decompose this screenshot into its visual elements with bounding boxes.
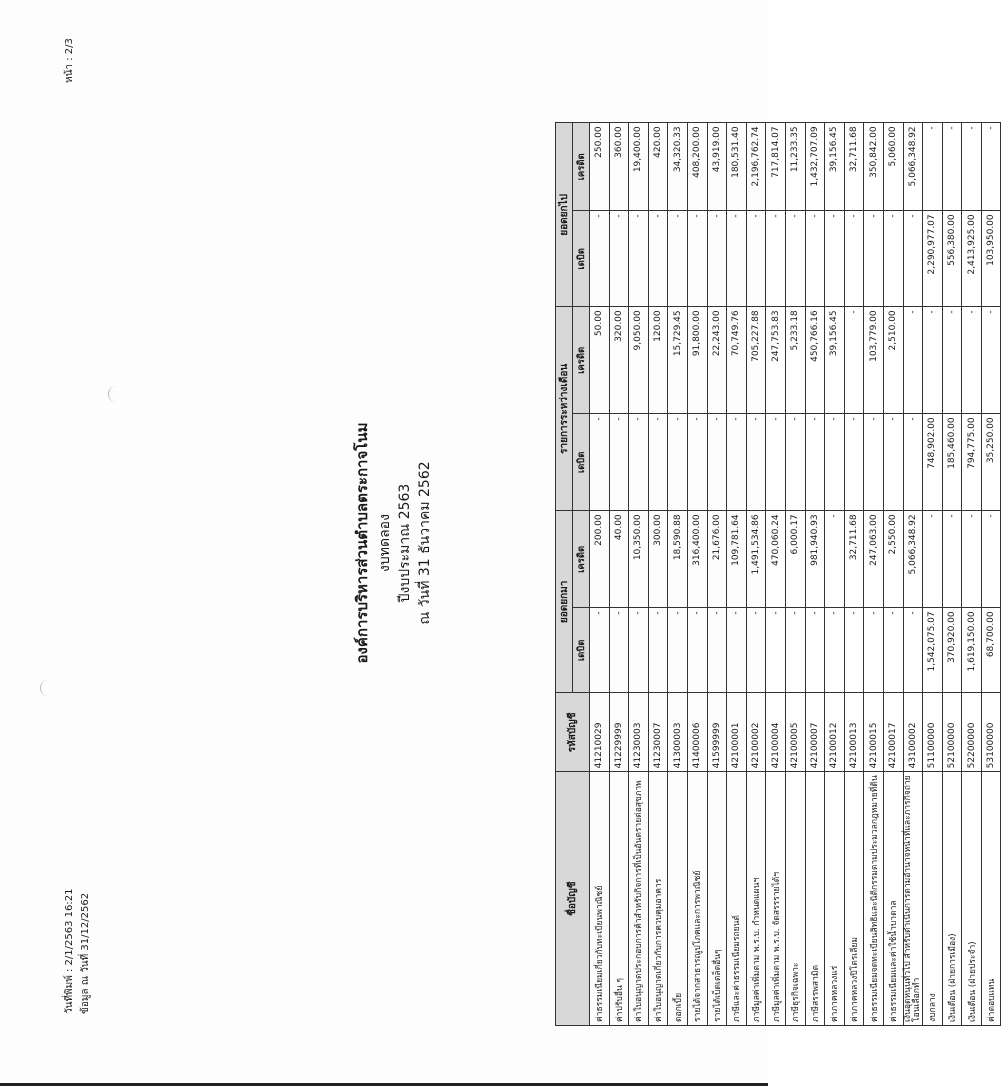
table-row [648, 123, 668, 1026]
opening-credit: - [923, 511, 943, 608]
closing-debit: - [805, 211, 825, 307]
during-credit: - [844, 307, 864, 414]
opening-debit: - [668, 608, 688, 693]
fiscal-year: ปีงบประมาณ 2563 [397, 483, 413, 603]
during-debit: 35,250.00 [981, 414, 1001, 511]
account-code: 42100012 [825, 693, 845, 772]
during-credit: 91,800.00 [687, 307, 707, 414]
during-debit: - [687, 414, 707, 511]
account-name: ค่าปรับอื่น ๆ [609, 772, 629, 1026]
account-code: 42100007 [805, 693, 825, 772]
opening-debit: - [903, 608, 923, 693]
during-debit: - [609, 414, 629, 511]
closing-debit: - [590, 211, 610, 307]
closing-credit: 32,711.68 [844, 123, 864, 211]
during-debit: - [648, 414, 668, 511]
opening-credit: 316,400.00 [687, 511, 707, 608]
table-row [766, 123, 786, 1026]
org-title: องค์การบริหารส่วนตำบลตระกาจโนม [353, 422, 371, 664]
opening-debit: 1,619,150.00 [962, 608, 982, 693]
account-name: รายได้เบ็ดเตล็ดอื่นๆ [707, 772, 727, 1026]
closing-credit: 19,400.00 [629, 123, 649, 211]
account-name: ค่าธรรมเนียมและค่าใช้น้ำบาดาล [883, 772, 903, 1026]
opening-debit: - [785, 608, 805, 693]
account-name: ค่าภาคหลวงปิโตรเลียม [844, 772, 864, 1026]
col-header-debit: เดบิต [573, 211, 590, 307]
during-credit: 320.00 [609, 307, 629, 414]
closing-debit: - [844, 211, 864, 307]
during-credit: 705,227.88 [746, 307, 766, 414]
opening-debit: - [883, 608, 903, 693]
during-credit: - [942, 307, 962, 414]
col-header-credit: เครดิต [573, 307, 590, 414]
table-row [864, 123, 884, 1026]
closing-debit: 2,290,977.07 [923, 211, 943, 307]
table-row [844, 123, 864, 1026]
table-row [981, 123, 1001, 1026]
opening-debit: - [687, 608, 707, 693]
account-name: ภาษีมูลค่าเพิ่มตาม พ.ร.บ. กำหนดแผนฯ [746, 772, 766, 1026]
table-row [668, 123, 688, 1026]
closing-debit: - [629, 211, 649, 307]
during-credit: 247,753.83 [766, 307, 786, 414]
during-debit: 185,460.00 [942, 414, 962, 511]
during-debit: - [590, 414, 610, 511]
opening-debit: 1,542,075.07 [923, 608, 943, 693]
closing-debit: - [766, 211, 786, 307]
during-credit: 15,729.45 [668, 307, 688, 414]
closing-credit: 11,233.35 [785, 123, 805, 211]
opening-debit: - [825, 608, 845, 693]
table-row [883, 123, 903, 1026]
opening-debit: - [590, 608, 610, 693]
table-row [785, 123, 805, 1026]
closing-credit: 34,320.33 [668, 123, 688, 211]
account-code: 41400006 [687, 693, 707, 772]
during-credit: 103,779.00 [864, 307, 884, 414]
closing-credit: 717,814.07 [766, 123, 786, 211]
account-name: ภาษีสรรพสามิต [805, 772, 825, 1026]
col-header-opening: ยอดยกมา [556, 511, 573, 693]
data-as-of: ข้อมูล ณ วันที่ 31/12/2562 [80, 892, 91, 1014]
during-credit: 70,749.76 [727, 307, 747, 414]
closing-credit: 420.00 [648, 123, 668, 211]
account-code: 53100000 [981, 693, 1001, 772]
opening-debit: - [609, 608, 629, 693]
opening-credit: 981,940.93 [805, 511, 825, 608]
opening-debit: - [629, 608, 649, 693]
opening-credit: 247,063.00 [864, 511, 884, 608]
closing-credit: 2,196,762.74 [746, 123, 766, 211]
account-name: ค่าใบอนุญาตเกี่ยวกับการควบคุมอาคาร [648, 772, 668, 1026]
table-row [923, 123, 943, 1026]
col-header-debit: เดบิต [573, 414, 590, 511]
opening-credit: - [962, 511, 982, 608]
account-name: ค่าภาคหลวงแร่ [825, 772, 845, 1026]
closing-credit: - [942, 123, 962, 211]
opening-credit: - [942, 511, 962, 608]
opening-credit: 5,066,348.92 [903, 511, 923, 608]
account-code: 41599999 [707, 693, 727, 772]
during-debit: - [668, 414, 688, 511]
table-row [629, 123, 649, 1026]
closing-debit: - [707, 211, 727, 307]
during-credit: 2,510.00 [883, 307, 903, 414]
table-row [590, 123, 610, 1026]
closing-credit: - [923, 123, 943, 211]
opening-debit: 68,700.00 [981, 608, 1001, 693]
during-credit: 450,766.16 [805, 307, 825, 414]
closing-debit: 2,413,925.00 [962, 211, 982, 307]
col-header-debit: เดบิต [573, 608, 590, 693]
opening-debit: - [766, 608, 786, 693]
account-name: ภาษีมูลค่าเพิ่มตาม พ.ร.บ. จัดสรรรายได้ฯ [766, 772, 786, 1026]
opening-credit: 21,676.00 [707, 511, 727, 608]
during-debit: - [844, 414, 864, 511]
account-code: 41229999 [609, 693, 629, 772]
during-credit: - [923, 307, 943, 414]
opening-credit: 1,491,534.86 [746, 511, 766, 608]
closing-credit: 5,060.00 [883, 123, 903, 211]
opening-debit: - [844, 608, 864, 693]
opening-debit: - [727, 608, 747, 693]
account-name: เงินเดือน (ฝ่ายการเมือง) [942, 772, 962, 1026]
col-header-during: รายการระหว่างเดือน [556, 307, 573, 511]
during-credit: 50.00 [590, 307, 610, 414]
closing-debit: - [864, 211, 884, 307]
closing-debit: - [746, 211, 766, 307]
account-name: เงินเดือน (ฝ่ายประจำ) [962, 772, 982, 1026]
table-row [825, 123, 845, 1026]
opening-credit: 200.00 [590, 511, 610, 608]
opening-credit: 2,550.00 [883, 511, 903, 608]
closing-credit: 5,066,348.92 [903, 123, 923, 211]
during-debit: - [883, 414, 903, 511]
account-code: 41210029 [590, 693, 610, 772]
account-name: งบกลาง [923, 772, 943, 1026]
during-debit: - [707, 414, 727, 511]
account-code: 42100017 [883, 693, 903, 772]
opening-credit: 10,350.00 [629, 511, 649, 608]
col-header-code: รหัสบัญชี [556, 693, 590, 772]
closing-debit: - [609, 211, 629, 307]
col-header-credit: เครดิต [573, 511, 590, 608]
closing-credit: 43,919.00 [707, 123, 727, 211]
opening-debit: - [864, 608, 884, 693]
account-code: 52100000 [942, 693, 962, 772]
account-code: 41300003 [668, 693, 688, 772]
opening-credit: - [981, 511, 1001, 608]
account-name: ค่าธรรมเนียมจดทะเบียนสิทธิและนิติกรรมตามประมวลกฎหมายที่ดิน [864, 772, 884, 1026]
account-code: 52200000 [962, 693, 982, 772]
during-credit: - [981, 307, 1001, 414]
page-number: หน้า : 2/3 [64, 38, 75, 83]
opening-debit: - [805, 608, 825, 693]
print-date: วันที่พิมพ์ : 2/1/2563 16:21 [64, 888, 75, 1014]
table-row [962, 123, 982, 1026]
table-row [805, 123, 825, 1026]
account-code: 42100013 [844, 693, 864, 772]
opening-credit: 6,000.17 [785, 511, 805, 608]
during-debit: - [766, 414, 786, 511]
account-code: 42100002 [746, 693, 766, 772]
trial-balance-table [555, 122, 1001, 1026]
opening-debit: - [746, 608, 766, 693]
account-name: ค่าธรรมเนียมเกี่ยวกับทะเบียนพาณิชย์ [590, 772, 610, 1026]
closing-debit: - [727, 211, 747, 307]
account-name: ภาษีธุรกิจเฉพาะ [785, 772, 805, 1026]
closing-credit: 250.00 [590, 123, 610, 211]
account-name: เงินอุดหนุนทั่วไป สำหรับดำเนินการตามอำนาจหน้าที่และภารกิจถ่ายโอนเลือกทำ [903, 772, 923, 1026]
col-header-closing: ยอดยกไป [556, 123, 573, 307]
account-name: รายได้จากสาธารณูปโภคและการพาณิชย์ [687, 772, 707, 1026]
opening-credit: - [825, 511, 845, 608]
during-debit: 748,902.00 [923, 414, 943, 511]
opening-credit: 18,590.88 [668, 511, 688, 608]
during-credit: 120.00 [648, 307, 668, 414]
during-credit: - [903, 307, 923, 414]
closing-credit: 1,432,707.09 [805, 123, 825, 211]
opening-credit: 470,060.24 [766, 511, 786, 608]
closing-credit: 360.00 [609, 123, 629, 211]
account-code: 42100015 [864, 693, 884, 772]
table-row [942, 123, 962, 1026]
closing-credit: 408,200.00 [687, 123, 707, 211]
account-code: 43100002 [903, 693, 923, 772]
closing-debit: - [903, 211, 923, 307]
col-header-credit: เครดิต [573, 123, 590, 211]
opening-debit: 370,920.00 [942, 608, 962, 693]
closing-credit: 39,156.45 [825, 123, 845, 211]
closing-credit: - [981, 123, 1001, 211]
account-code: 42100005 [785, 693, 805, 772]
table-row [609, 123, 629, 1026]
opening-credit: 32,711.68 [844, 511, 864, 608]
account-code: 51100000 [923, 693, 943, 772]
during-credit: - [962, 307, 982, 414]
closing-debit: 556,380.00 [942, 211, 962, 307]
during-debit: - [629, 414, 649, 511]
during-debit: - [864, 414, 884, 511]
during-debit: - [903, 414, 923, 511]
closing-credit: 180,531.40 [727, 123, 747, 211]
opening-debit: - [707, 608, 727, 693]
closing-credit: - [962, 123, 982, 211]
opening-credit: 40.00 [609, 511, 629, 608]
closing-credit: 350,842.00 [864, 123, 884, 211]
table-row [707, 123, 727, 1026]
report-title: งบทดลอง [377, 514, 393, 572]
closing-debit: - [668, 211, 688, 307]
closing-debit: - [825, 211, 845, 307]
during-credit: 22,243.00 [707, 307, 727, 414]
table-row [687, 123, 707, 1026]
during-credit: 9,050.00 [629, 307, 649, 414]
as-of-date: ณ วันที่ 31 ธันวาคม 2562 [417, 461, 433, 625]
account-name: ภาษีและค่าธรรมเนียมรถยนต์ [727, 772, 747, 1026]
closing-debit: - [648, 211, 668, 307]
table-row [903, 123, 923, 1026]
account-code: 42100004 [766, 693, 786, 772]
account-name: ค่าใบอนุญาตประกอบการค้าสำหรับกิจการที่เป็นอันตรายต่อสุขภาพ [629, 772, 649, 1026]
closing-debit: 103,950.00 [981, 211, 1001, 307]
during-debit: - [805, 414, 825, 511]
during-credit: 39,156.45 [825, 307, 845, 414]
table-row [727, 123, 747, 1026]
during-credit: 5,233.18 [785, 307, 805, 414]
account-code: 41230003 [629, 693, 649, 772]
account-name: ดอกเบี้ย [668, 772, 688, 1026]
account-code: 41230007 [648, 693, 668, 772]
closing-debit: - [883, 211, 903, 307]
during-debit: - [825, 414, 845, 511]
account-name: ค่าตอบแทน [981, 772, 1001, 1026]
opening-credit: 300.00 [648, 511, 668, 608]
opening-debit: - [648, 608, 668, 693]
account-code: 42100001 [727, 693, 747, 772]
during-debit: - [727, 414, 747, 511]
opening-credit: 109,781.64 [727, 511, 747, 608]
during-debit: 794,775.00 [962, 414, 982, 511]
closing-debit: - [785, 211, 805, 307]
during-debit: - [746, 414, 766, 511]
during-debit: - [785, 414, 805, 511]
closing-debit: - [687, 211, 707, 307]
col-header-name: ชื่อบัญชี [556, 772, 590, 1026]
table-row [746, 123, 766, 1026]
